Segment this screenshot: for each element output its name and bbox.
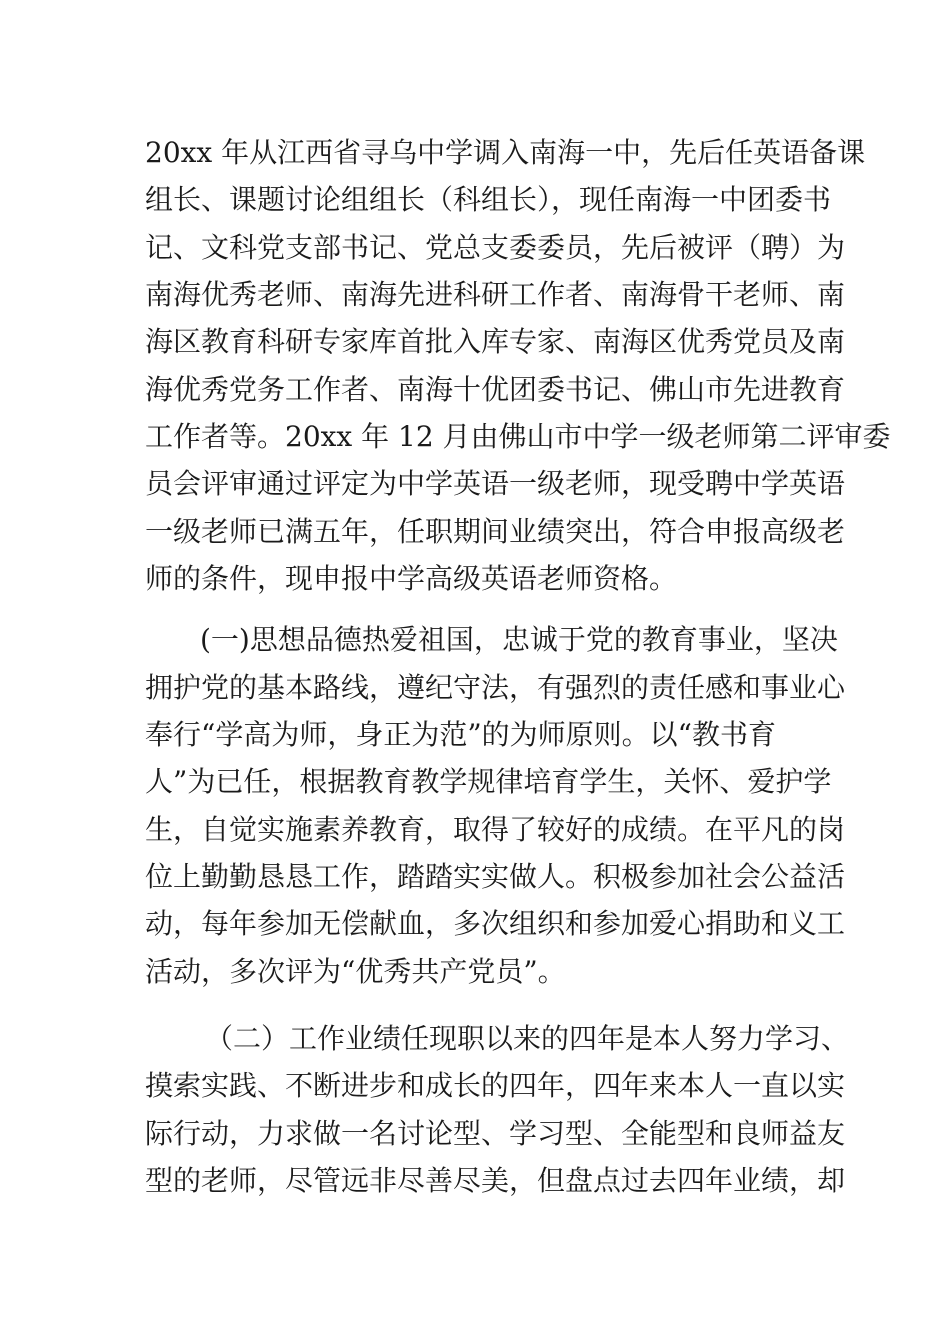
text-line: 摸索实践、不断进步和成长的四年，四年来本人一直以实 — [145, 1069, 846, 1102]
text-line: 员会评审通过评定为中学英语一级老师，现受聘中学英语 — [145, 467, 846, 500]
text-line: 位上勤勤恳恳工作，踏踏实实做人。积极参加社会公益活 — [145, 860, 846, 893]
text-line: 师的条件，现申报中学高级英语老师资格。 — [145, 562, 678, 595]
paragraph-heading-1: (一)思想品德热爱祖国，忠诚于党的教育事业，坚决 — [200, 623, 838, 656]
text-line: 工作者等。20xx 年 12 月由佛山市中学一级老师第二评审委 — [145, 420, 891, 453]
text-line: 海区教育科研专家库首批入库专家、南海区优秀党员及南 — [145, 325, 846, 358]
text-line: 南海优秀老师、南海先进科研工作者、南海骨干老师、南 — [145, 278, 846, 311]
text-line: 记、文科党支部书记、党总支委委员，先后被评（聘）为 — [145, 231, 846, 264]
text-line: 拥护党的基本路线，遵纪守法，有强烈的责任感和事业心 — [145, 671, 846, 704]
paragraph-heading-2: （二）工作业绩任现职以来的四年是本人努力学习、 — [205, 1022, 850, 1055]
text-line: 海优秀党务工作者、南海十优团委书记、佛山市先进教育 — [145, 373, 846, 406]
text-line: 20xx 年从江西省寻乌中学调入南海一中，先后任英语备课 — [145, 136, 866, 169]
text-line: 一级老师已满五年，任职期间业绩突出，符合申报高级老 — [145, 515, 846, 548]
text-line: 动，每年参加无偿献血，多次组织和参加爱心捐助和义工 — [145, 907, 846, 940]
text-line: 际行动，力求做一名讨论型、学习型、全能型和良师益友 — [145, 1117, 846, 1150]
text-line: 活动，多次评为“优秀共产党员”。 — [145, 955, 566, 988]
text-line: 型的老师，尽管远非尽善尽美，但盘点过去四年业绩，却 — [145, 1164, 846, 1197]
text-line: 人”为已任，根据教育教学规律培育学生，关怀、爱护学 — [145, 765, 832, 798]
text-line: 生，自觉实施素养教育，取得了较好的成绩。在平凡的岗 — [145, 813, 846, 846]
text-line: 组长、课题讨论组组长（科组长），现任南海一中团委书 — [145, 183, 832, 216]
text-line: 奉行“学高为师，身正为范”的为师原则。以“教书育 — [145, 718, 776, 751]
